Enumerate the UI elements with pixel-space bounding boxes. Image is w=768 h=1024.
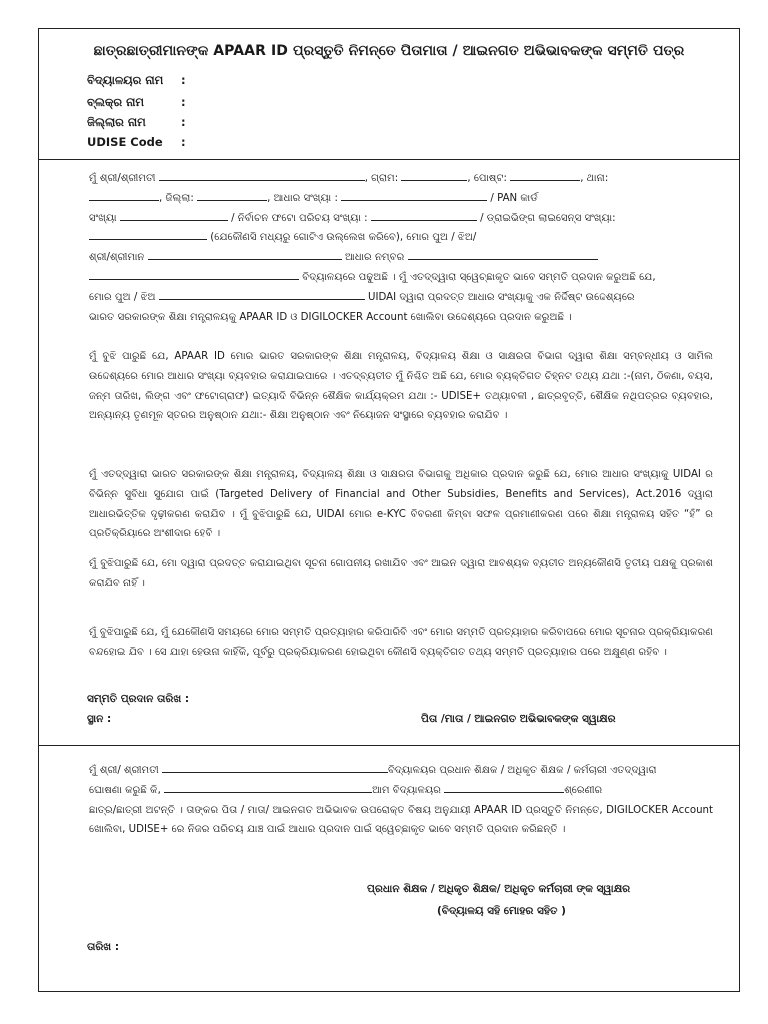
udise-code-label: UDISE Code [87, 135, 163, 149]
headmaster-declaration: ମୁଁ ଶ୍ରୀ/ ଶ୍ରୀମତୀ ବିଦ୍ୟାଳୟର ପ୍ରଧାନ ଶିକ୍ଷକ / ଅଧିକୃତ ଶିକ୍ଷକ / କର୍ମଚାରୀ ଏତଦ୍‌ଦ୍ୱାରା ଘୋଷଣା କରୁଛି କି, ଆମ ବିଦ୍ୟାଳୟର ଶ୍ରେଣୀର ଛାତ୍ର/ଛାତ୍ରୀ ଅଟନ୍ତି । ତାଙ୍କର ପିତା / ମାତା/ ଆଇନଗତ ଅଭିଭାବକ ଉପରୋକ୍ତ ବିଷୟ ଅନୁଯାୟୀ APAAR ID ପ୍ରସ୍ତୁତି ନିମନ୍ତେ, DIGILOCKER Account ଖୋଲିବା, UDISE+ ରେ ନିଜର ପରିଚୟ ଯାଞ୍ଚ ପାଇଁ ଆଧାର ପ୍ରଦାନ ପାଇଁ ସ୍ୱେଚ୍ଛାକୃତ ଭାବେ ସମ୍ମତି ପ୍ରଦାନ କରିଛନ୍ତି । [89, 761, 713, 840]
class-blank[interactable] [444, 781, 564, 793]
paragraph-3: ମୁଁ ବୁଝିପାରୁଛି ଯେ, ମୋ ଦ୍ୱାରା ପ୍ରଦତ୍ତ କରାଯାଇଥିବା ସୂଚନା ଗୋପନୀୟ ରଖାଯିବ ଏବଂ ଆଇନ ଦ୍ୱାରା ଆବଶ୍ୟକ ବ୍ୟତୀତ ଅନ୍ୟକୌଣସି ତୃତୀୟ ପକ୍ଷକୁ ପ୍ରକାଶ କରାଯିବ ନାହିଁ । [89, 558, 713, 589]
hm-signature-label: ପ୍ରଧାନ ଶିକ୍ଷକ / ଅଧିକୃତ ଶିକ୍ଷକ/ ଅଧିକୃତ କର୍ମଚାରୀ ଙ୍କ ସ୍ୱାକ୍ଷର [367, 883, 631, 895]
place-label: ସ୍ଥାନ : [87, 713, 112, 725]
thana-blank[interactable] [89, 189, 159, 201]
hm-seal-label: (ବିଦ୍ୟାଳୟ ସହି ମୋହର ସହିତ ) [437, 905, 566, 917]
child-name-blank[interactable] [148, 248, 342, 260]
district-name-field: ଜିଲ୍ଲାର ନାମ : [87, 115, 186, 129]
child-aadhaar-blank-2[interactable] [159, 288, 365, 300]
paragraph-2: ମୁଁ ଏତଦ୍‌ଦ୍ୱାରା ଭାରତ ସରକାରଙ୍କ ଶିକ୍ଷା ମନ୍ତ୍ରାଳୟ, ବିଦ୍ୟାଳୟ ଶିକ୍ଷା ଓ ସାକ୍ଷରତା ବିଭାଗକୁ ଅଧିକାର ପ୍ରଦାନ କରୁଛି ଯେ, ମୋର ଆଧାର ସଂଖ୍ୟାକୁ UIDAI ର ବିଭିନ୍ନ ସୁବିଧା ସୁଯୋଗ ପାଇଁ (Targeted Delivery of Financial and Other Subsidies, Benefits and Services), Act.2016 ଦ୍ୱାରା ଆଧାରଭିତ୍ତିକ ଦୃଢ଼ୀକରଣ କରାଯିବ । ମୁଁ ବୁଝିପାରୁଛି ଯେ, UIDAI ମୋର e-KYC ବିବରଣୀ କିମ୍ବା ସଫଳ ପ୍ରମାଣୀକରଣ ପରେ ଶିକ୍ଷା ମନ୍ତ୍ରାଳୟ ସହିତ “ହଁ” ର ପ୍ରତିକ୍ରିୟାରେ ଅଂଶୀଦାର ହେବି । [89, 469, 713, 540]
udise-code-field: UDISE Code : [87, 135, 186, 149]
form-title: ଛାତ୍ରଛାତ୍ରୀମାନଙ୍କ APAAR ID ପ୍ରସ୍ତୁତି ନିମନ୍ତେ ପିତାମାତା / ଆଇନଗତ ଅଭିଭାବକଙ୍କ ସମ୍ମତି ପତ୍ର [93, 43, 685, 59]
consent-block: ମୁଁ ଶ୍ରୀ/ଶ୍ରୀମତୀ , ଗ୍ରାମ: , ପୋଷ୍ଟ: , ଥାନା: , ଜିଲ୍ଲା: , ଆଧାର ସଂଖ୍ୟା : / PAN କାର୍ଡ ସଂଖ୍ୟା / ନିର୍ବାଚନ ଫଟୋ ପରିଚୟ ସଂଖ୍ୟା : / ଡ୍ରାଇଭିଙ୍ଗ ଲାଇସେନ୍ସ ସଂଖ୍ୟା: (ଯେକୌଣସି ମଧ୍ୟରୁ ଗୋଟିଏ ଉଲ୍ଲେଖ କରିବେ), ମୋର ପୁଅ / ଝିଅ/ ଶ୍ରୀ/ଶ୍ରୀମାନ ଆଧାର ନମ୍ବର ବିଦ୍ୟାଳୟରେ ପଢୁଅଛି । ମୁଁ ଏତଦ୍‌ଦ୍ୱାରା ସ୍ୱେଚ୍ଛାକୃତ ଭାବେ ସମ୍ମତି ପ୍ରଦାନ କରୁଅଛି ଯେ, ମୋର ପୁଅ / ଝିଅ UIDAI ଦ୍ୱାରା ପ୍ରଦତ୍ତ ଆଧାର ସଂଖ୍ୟାକୁ ଏକ ନିର୍ଦ୍ଦିଷ୍ଟ ଉଦ୍ଦେଶ୍ୟରେ ଭାରତ ସରକାରଙ୍କ ଶିକ୍ଷା ମନ୍ତ୍ରାଳୟକୁ APAAR ID ଓ DIGILOCKER Account ଖୋଲିବା ଉଦ୍ଦେଶ୍ୟରେ ପ୍ରଦାନ କରୁଅଛି । [89, 169, 713, 327]
form-frame [38, 28, 740, 992]
block-name-label: ବ୍ଲକ୍‌ର ନାମ [87, 95, 144, 109]
school-name-label: ବିଦ୍ୟାଳୟର ନାମ [87, 73, 164, 87]
child-aadhaar-blank[interactable] [408, 248, 598, 260]
driving-licence-blank[interactable] [89, 228, 207, 240]
pan-blank[interactable] [120, 209, 228, 221]
post-blank[interactable] [510, 169, 580, 181]
name-blank[interactable] [159, 169, 365, 181]
aadhaar-blank[interactable] [341, 189, 487, 201]
student-name-blank[interactable] [164, 781, 372, 793]
divider-top [39, 159, 739, 160]
hm-name-blank[interactable] [162, 761, 388, 773]
school-blank[interactable] [89, 268, 299, 280]
district-blank[interactable] [197, 189, 267, 201]
village-blank[interactable] [401, 169, 467, 181]
date-label: ତାରିଖ : [87, 941, 120, 953]
district-name-label: ଜିଲ୍ଲାର ନାମ [87, 115, 146, 129]
consent-date-label: ସମ୍ମତି ପ୍ରଦାନ ତାରିଖ : [87, 693, 190, 705]
school-name-field: ବିଦ୍ୟାଳୟର ନାମ : [87, 73, 186, 87]
block-name-field: ବ୍ଲକ୍‌ର ନାମ : [87, 95, 186, 109]
divider-bottom [39, 745, 739, 746]
voter-id-blank[interactable] [371, 209, 477, 221]
paragraph-1: ମୁଁ ବୁଝି ପାରୁଛି ଯେ, APAAR ID ମୋର ଭାରତ ସରକାରଙ୍କ ଶିକ୍ଷା ମନ୍ତ୍ରାଳୟ, ବିଦ୍ୟାଳୟ ଶିକ୍ଷା ଓ ସାକ୍ଷରତା ବିଭାଗ ଦ୍ୱାରା ଶିକ୍ଷା ସମ୍ବନ୍ଧୀୟ ଓ ସାମିଲ ଉଦ୍ଦେଶ୍ୟରେ ମୋର ଆଧାର ସଂଖ୍ୟା ବ୍ୟବହାର କରାଯାଇପାରେ । ଏତଦ୍‌ବ୍ୟତୀତ ମୁଁ ନିଶ୍ଚିତ ଅଛି ଯେ, ମୋର ବ୍ୟକ୍ତିଗତ ଚିହ୍ନଟ ତଥ୍ୟ ଯଥା :-(ନାମ, ଠିକଣା, ବୟସ, ଜନ୍ମ ତାରିଖ, ଲିଙ୍ଗ ଏବଂ ଫଟୋଗ୍ରାଫ) ଇତ୍ୟାଦି ବିଭିନ୍ନ ଶୈକ୍ଷିକ କାର୍ଯ୍ୟକ୍ରମ ଯଥା :- UDISE+ ତଥ୍ୟାବଳୀ , ଛାତ୍ରବୃତ୍ତି, ଶୈକ୍ଷିକ ନଥିପତ୍ରର ବ୍ୟବହାର, ଅନ୍ୟାନ୍ୟ ତୃଣମୂଳ ସ୍ତରର ଅନୁଷ୍ଠାନ ଯଥା:- ଶିକ୍ଷା ଅନୁଷ୍ଠାନ ଏବଂ ନିୟୋଜନ ସଂସ୍ଥାରେ ବ୍ୟବହାର କରାଯିବ । [89, 351, 713, 422]
parent-signature-label: ପିତା /ମାତା / ଆଇନଗତ ଅଭିଭାବକଙ୍କ ସ୍ୱାକ୍ଷର [421, 713, 616, 725]
paragraph-4: ମୁଁ ବୁଝିପାରୁଛି ଯେ, ମୁଁ ଯେକୌଣସି ସମୟରେ ମୋର ସମ୍ମତି ପ୍ରତ୍ୟାହାର କରିପାରିବି ଏବଂ ମୋର ସମ୍ମତି ପ୍ରତ୍ୟାହାର କରିବାପରେ ମୋର ସୂଚନାର ପ୍ରକ୍ରିୟାକରଣ ବନ୍ଦହୋଇ ଯିବ । ସେ ଯାହା ହେଉନା କାହିଁକି, ପୂର୍ବରୁ ପ୍ରକ୍ରିୟାକରଣ ହୋଇଥିବା କୌଣସି ବ୍ୟକ୍ତିଗତ ତଥ୍ୟ ସମ୍ମତି ପ୍ରତ୍ୟାହାର ପରେ ଅକ୍ଷୁଣ୍ଣ ରହିବ । [89, 627, 713, 658]
